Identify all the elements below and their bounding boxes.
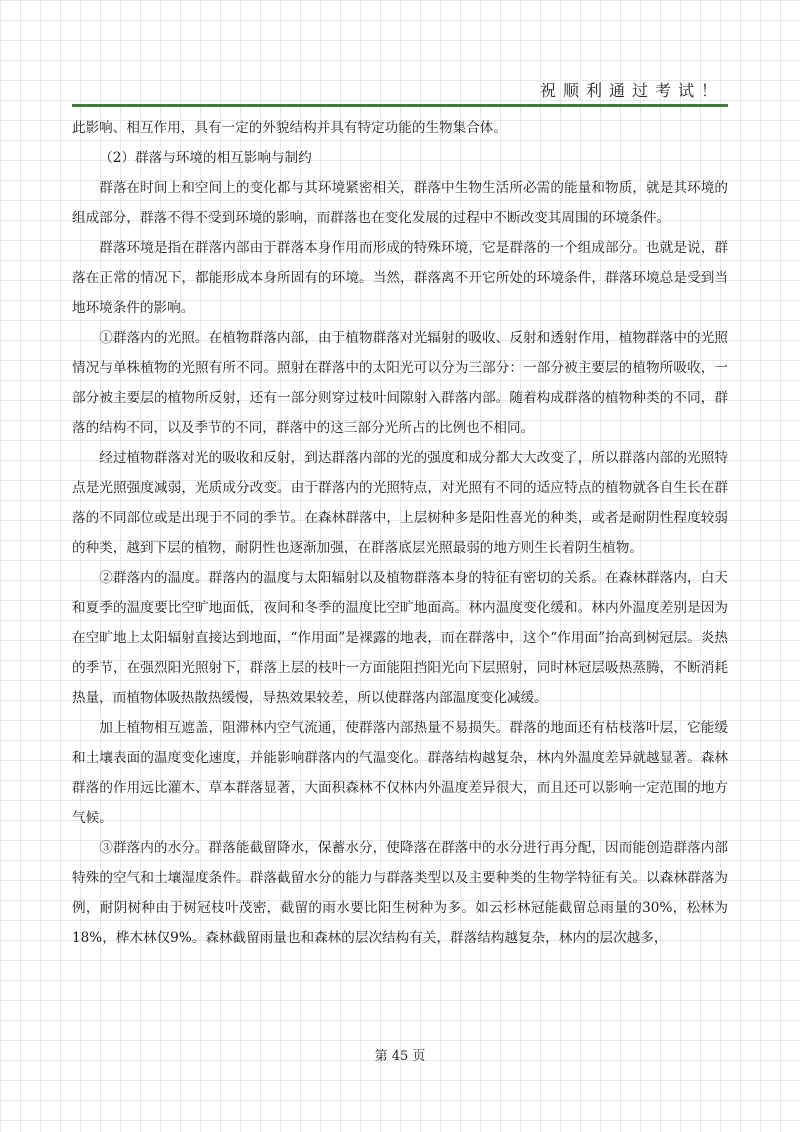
paragraph-water: ③群落内的水分。群落能截留降水，保蓄水分，使降落在群落中的水分进行再分配，因而能创造群落内部特殊的空气和土壤湿度条件。群落截留水分的能力与群落类型以及主要种类的生物学特征有关。以森林群落为例，耐阴树种由于树冠枝叶茂密，截留的雨水要比阳生树种为多。如云杉林冠能截留总雨量的30%，松林为18%，桦木林仅9%。森林截留雨量也和森林的层次结构有关，群落结构越复杂，林内的层次越多， — [72, 840, 728, 946]
paragraph: 群落环境是指在群落内部由于群落本身作用而形成的特殊环境，它是群落的一个组成部分。也就是说，群落在正常的情况下，都能形成本身所固有的环境。当然，群落离不开它所处的环境条件，群落环境总是受到当地环境条件的影响。 — [72, 240, 728, 316]
paragraph-temperature: ②群落内的温度。群落内的温度与太阳辐射以及植物群落本身的特征有密切的关系。在森林群落内，白天和夏季的温度要比空旷地面低，夜间和冬季的温度比空旷地面高。林内温度变化缓和。林内外温度差别是因为在空旷地上太阳辐射直接达到地面，“作用面”是裸露的地表，而在群落中，这个“作用面”抬高到树冠层。炎热的季节，在强烈阳光照射下，群落上层的枝叶一方面能阻挡阳光向下层照射，同时林冠层吸热蒸腾，不断消耗热量，而植物体吸热散热缓慢，导热效果较差，所以使群落内部温度变化减缓。 — [72, 570, 728, 706]
paragraph-light: ①群落内的光照。在植物群落内部，由于植物群落对光辐射的吸收、反射和透射作用，植物群落中的光照情况与单株植物的光照有所不同。照射在群落中的太阳光可以分为三部分：一部分被主要层的植物所吸收，一部分被主要层的植物所反射，还有一部分则穿过枝叶间隙射入群落内部。随着构成群落的植物种类的不同，群落的结构不同，以及季节的不同，群落中的这三部分光所占的比例也不相同。 — [72, 330, 728, 436]
paragraph: 经过植物群落对光的吸收和反射，到达群落内部的光的强度和成分都大大改变了，所以群落内部的光照特点是光照强度减弱，光质成分改变。由于群落内的光照特点，对光照有不同的适应特点的植物就各自生长在群落的不同部位或是出现于不同的季节。在森林群落中，上层树种多是阳性喜光的种类，或者是耐阴性程度较弱的种类，越到下层的植物，耐阴性也逐渐加强，在群落底层光照最弱的地方则生长着阴生植物。 — [72, 450, 728, 556]
section-subheading: （2）群落与环境的相互影响与制约 — [99, 150, 312, 166]
paragraph: 群落在时间上和空间上的变化都与其环境紧密相关，群落中生物生活所必需的能量和物质，就是其环境的组成部分，群落不得不受到环境的影响，而群落也在变化发展的过程中不断改变其周围的环境条件。 — [72, 180, 728, 226]
document-body — [72, 113, 728, 953]
paragraph-continued: 此影响、相互作用，具有一定的外貌结构并具有特定功能的生物集合体。 — [72, 120, 507, 136]
page-number: 第 45 页 — [374, 1049, 426, 1064]
header-divider — [72, 104, 728, 107]
paragraph: 加上植物相互遮盖，阻滞林内空气流通，使群落内部热量不易损失。群落的地面还有枯枝落叶层，它能缓和土壤表面的温度变化速度，并能影响群落内的气温变化。群落结构越复杂，林内外温度差异就越显著。森林群落的作用远比灌木、草本群落显著，大面积森林不仅林内外温度差异很大，而且还可以影响一定范围的地方气候。 — [72, 720, 728, 826]
header-slogan: 祝顺利通过考试！ — [539, 81, 724, 100]
